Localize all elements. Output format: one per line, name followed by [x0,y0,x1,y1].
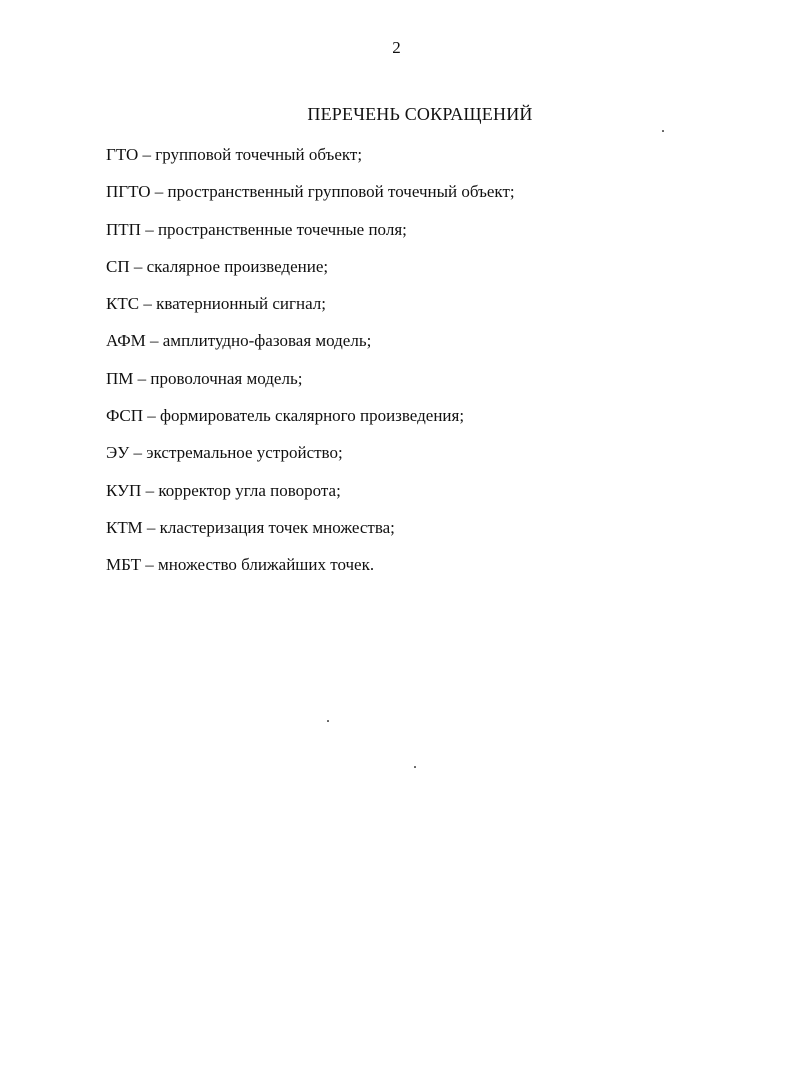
scan-speck [662,130,664,132]
definition: формирователь скалярного произведения; [160,406,465,426]
separator: – [138,145,156,164]
separator: – [140,219,158,239]
definition: множество ближайших точек. [158,555,375,575]
separator: – [141,555,159,575]
list-item [106,480,515,517]
scan-speck [414,766,416,768]
separator: – [141,480,159,500]
abbreviation: ПТП [106,219,141,239]
abbreviation: СП [106,256,130,276]
separator: – [143,406,161,426]
separator: – [133,368,151,388]
separator: – [129,443,147,463]
separator: – [142,517,160,537]
abbreviation: КТС [106,294,140,314]
definition: амплитудно-фазовая модель; [162,331,372,351]
definition: кватернионный сигнал; [156,294,326,314]
definition: кластеризация точек множества; [159,517,395,537]
list-item [106,554,515,591]
definition: скалярное произведение; [146,256,329,276]
abbreviation: ЭУ [106,443,130,463]
definition: экстремальное устройство; [146,443,343,463]
list-item [106,330,515,367]
separator: – [150,182,168,202]
separator: – [139,294,157,314]
list-item [106,405,515,442]
abbreviation-list [106,144,515,592]
list-item [106,219,515,256]
abbreviation: ПМ [106,368,134,388]
definition: пространственные точечные поля; [157,219,407,239]
list-item [106,368,515,405]
abbreviation: ГТО [106,145,139,164]
separator: – [145,331,163,351]
definition: групповой точечный объект; [155,145,363,164]
abbreviation: ФСП [106,406,144,426]
definition: пространственный групповой точечный объект; [167,182,515,202]
abbreviation: АФМ [106,331,146,351]
list-item [106,181,515,218]
page-title: ПЕРЕЧЕНЬ СОКРАЩЕНИЙ [307,104,533,124]
list-item [106,442,515,479]
list-item [106,256,515,293]
page-number: 2 [392,38,401,57]
abbreviation: МБТ [106,555,142,575]
abbreviation: КТМ [106,517,143,537]
list-item [106,517,515,554]
list-item [106,293,515,330]
abbreviation: ПГТО [106,182,151,202]
list-item [106,144,515,181]
separator: – [129,256,147,276]
definition: корректор угла поворота; [158,480,341,500]
scan-speck [327,720,329,722]
abbreviation: КУП [106,480,142,500]
definition: проволочная модель; [150,368,303,388]
